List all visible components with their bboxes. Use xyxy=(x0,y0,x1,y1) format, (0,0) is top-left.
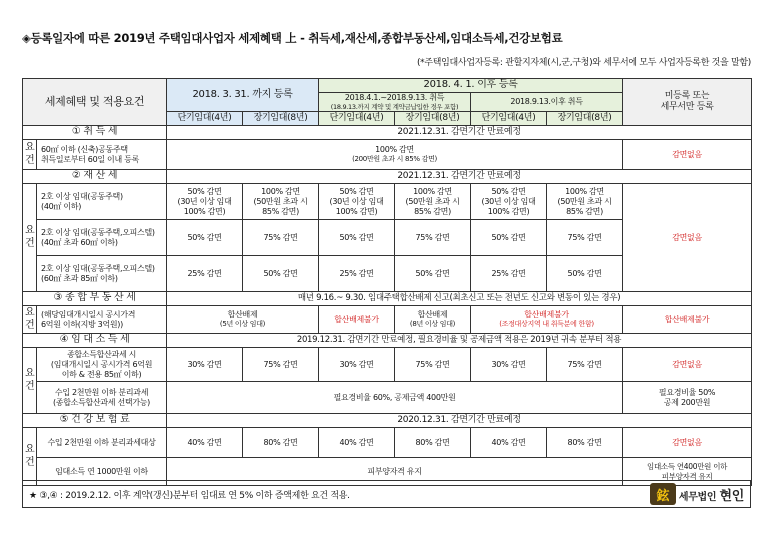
comp-b-sub: (조정대상지역 내 취득분에 한함) xyxy=(499,320,594,329)
prop-r1-long-2: 100% 감면 (50만원 초과 시 85% 감면) xyxy=(395,184,471,220)
header-after-a xyxy=(319,93,471,112)
comp-cond-1: (해당임대개시일시 공시가격 xyxy=(41,309,136,319)
registration-note: (*주택임대사업자등록: 관할지자체(시,군,구청)와 세무서에 모두 사업자등록한 것을 말함) xyxy=(416,58,751,68)
logo-text-highlight: 현인 xyxy=(719,488,744,504)
inc-r2-cond-1: 수입 2천만원 이하 분리과세 xyxy=(54,387,149,397)
comp-a-short: 합산배제불가 xyxy=(319,306,395,334)
health-long-3: 80% 감면 xyxy=(547,428,623,458)
inc-r1-cond xyxy=(37,348,167,382)
acq-req: 요 건 xyxy=(23,140,37,170)
prop-r3-cond-1: 2호 이상 임대(공동주택,오피스텔) xyxy=(41,263,155,273)
prop-r1-long-1: 100% 감면 (50만원 초과 시 85% 감면) xyxy=(243,184,319,220)
prop-r1-long-3: 100% 감면 (50만원 초과 시 85% 감면) xyxy=(547,184,623,220)
inc-long-1: 75% 감면 xyxy=(243,348,319,382)
inc-short-1: 30% 감면 xyxy=(167,348,243,382)
health-title: ⑤ 건 강 보 험 료 xyxy=(23,414,167,428)
acq-cond-1: 60㎡ 이하 (신축)공동주택 xyxy=(41,144,128,154)
inc-long-2: 75% 감면 xyxy=(395,348,471,382)
comp-before-main: 합산배제 xyxy=(227,310,258,320)
prop-r1-short-3: 50% 감면 (30년 이상 임대 100% 감면) xyxy=(471,184,547,220)
prop-r1-cond-1: 2호 이상 임대(공동주택) xyxy=(41,191,123,201)
acq-expiry: 2021.12.31. 감면기간 만료예정 xyxy=(167,126,752,140)
health-r1-cond: 수입 2천만원 이하 분리과세대상 xyxy=(37,428,167,458)
health-expiry: 2020.12.31. 감면기간 만료예정 xyxy=(167,414,752,428)
comp-cond xyxy=(37,306,167,334)
header-after-a-sub: (18.9.13.까지 계약 및 계약금납입한 경우 포함) xyxy=(330,103,459,111)
prop-r2-cond xyxy=(37,220,167,256)
health-unreg-1: 감면없음 xyxy=(623,428,752,458)
inc-short-3: 30% 감면 xyxy=(471,348,547,382)
logo-mark-icon: 鉉 xyxy=(650,483,676,505)
prop-r3-short-2: 25% 감면 xyxy=(319,256,395,292)
health-unreg-2: 임대소득 연400만원 이하 피부양자격 유지 xyxy=(623,458,752,486)
inc-title: ④ 임 대 소 득 세 xyxy=(23,334,167,348)
health-r2-benefit: 피부양자격 유지 xyxy=(167,458,623,486)
inc-r2-cond xyxy=(37,382,167,414)
inc-r1-cond-1: 종합소득합산과세 시 xyxy=(66,349,137,359)
prop-title: ② 재 산 세 xyxy=(23,170,167,184)
inc-r1-cond-2: (임대개시일시 공시가격 6억원 xyxy=(50,359,153,369)
comp-title: ③ 종 합 부 동 산 세 xyxy=(23,292,167,306)
prop-r1-short-2: 50% 감면 (30년 이상 임대 100% 감면) xyxy=(319,184,395,220)
footer-note xyxy=(22,480,751,508)
header-long-1: 장기임대(8년) xyxy=(243,112,319,126)
comp-before-sub: (5년 이상 임대) xyxy=(219,320,266,329)
comp-before xyxy=(167,306,319,334)
prop-expiry: 2021.12.31. 감면기간 만료예정 xyxy=(167,170,752,184)
header-short-2: 단기임대(4년) xyxy=(319,112,395,126)
header-label: 세제혜택 및 적용요건 xyxy=(23,79,167,126)
prop-unreg: 감면없음 xyxy=(623,184,752,292)
inc-unreg-1: 감면없음 xyxy=(623,348,752,382)
comp-cond-2: 6억원 이하(지방 3억원)) xyxy=(41,319,123,329)
inc-r2-cond-2: (종합소득합산과세 선택가능) xyxy=(52,397,151,407)
comp-a-long-sub: (8년 이상 임대) xyxy=(409,320,456,329)
health-long-2: 80% 감면 xyxy=(395,428,471,458)
prop-r3-cond-2: (60㎡ 초과 85㎡ 이하) xyxy=(41,273,118,283)
header-after: 2018. 4. 1. 이후 등록 xyxy=(319,79,623,93)
prop-r3-long-1: 50% 감면 xyxy=(243,256,319,292)
prop-r2-long-3: 75% 감면 xyxy=(547,220,623,256)
logo-text xyxy=(679,485,744,504)
inc-req: 요 건 xyxy=(23,348,37,414)
acq-cond xyxy=(37,140,167,170)
acq-title: ① 취 득 세 xyxy=(23,126,167,140)
tax-benefit-table xyxy=(22,78,752,486)
health-r2-cond: 임대소득 연 1000만원 이하 xyxy=(37,458,167,486)
acq-benefit xyxy=(167,140,623,170)
acq-benefit-sub: (200만원 초과 시 85% 감면) xyxy=(352,155,437,164)
health-long-1: 80% 감면 xyxy=(243,428,319,458)
comp-a-long xyxy=(395,306,471,334)
health-req: 요 건 xyxy=(23,428,37,486)
prop-r2-cond-2: (40㎡ 초과 60㎡ 이하) xyxy=(41,237,118,247)
prop-r3-short-1: 25% 감면 xyxy=(167,256,243,292)
comp-unreg: 합산배제불가 xyxy=(623,306,752,334)
header-before: 2018. 3. 31. 까지 등록 xyxy=(167,79,319,112)
header-long-3: 장기임대(8년) xyxy=(547,112,623,126)
inc-short-2: 30% 감면 xyxy=(319,348,395,382)
prop-req: 요 건 xyxy=(23,184,37,292)
acq-benefit-main: 100% 감면 xyxy=(375,145,414,155)
prop-r3-cond xyxy=(37,256,167,292)
inc-expiry: 2019.12.31. 감면기간 만료예정, 필요경비율 및 공제금액 적용은 2019년 귀속 분부터 적용 xyxy=(167,334,752,348)
logo-text-prefix: 세무법인 xyxy=(678,491,717,503)
prop-r3-long-3: 50% 감면 xyxy=(547,256,623,292)
comp-req: 요 건 xyxy=(23,306,37,334)
prop-r1-cond-2: (40㎡ 이하) xyxy=(41,201,82,211)
health-short-2: 40% 감면 xyxy=(319,428,395,458)
inc-long-3: 75% 감면 xyxy=(547,348,623,382)
comp-a-long-main: 합산배제 xyxy=(417,310,448,320)
header-short-3: 단기임대(4년) xyxy=(471,112,547,126)
prop-r2-long-1: 75% 감면 xyxy=(243,220,319,256)
comp-b-main: 합산배제불가 xyxy=(524,310,569,320)
header-after-a-label: 2018.4.1.~2018.9.13. 취득 xyxy=(344,93,445,102)
header-unregistered: 미등록 또는 세무서만 등록 xyxy=(623,79,752,126)
header-after-b: 2018.9.13.이후 취득 xyxy=(471,93,623,112)
prop-r2-short-1: 50% 감면 xyxy=(167,220,243,256)
footer-text: ★ ③,④ : 2019.2.12. 이후 계약(갱신)분부터 임대료 연 5% 이하 증액제한 요건 적용. xyxy=(29,490,350,501)
comp-expiry: 매년 9.16.~ 9.30. 임대주택합산배제 신고(최초신고 또는 전년도 신고와 변동이 있는 경우) xyxy=(167,292,752,306)
prop-r3-long-2: 50% 감면 xyxy=(395,256,471,292)
prop-r1-cond xyxy=(37,184,167,220)
prop-r2-long-2: 75% 감면 xyxy=(395,220,471,256)
health-short-3: 40% 감면 xyxy=(471,428,547,458)
inc-r2-benefit: 필요경비율 60%, 공제금액 400만원 xyxy=(167,382,623,414)
prop-r3-short-3: 25% 감면 xyxy=(471,256,547,292)
prop-r2-short-3: 50% 감면 xyxy=(471,220,547,256)
inc-unreg-2: 필요경비율 50% 공제 200만원 xyxy=(623,382,752,414)
acq-unreg: 감면없음 xyxy=(623,140,752,170)
page-title: ◈등록일자에 따른 2019년 주택임대사업자 세제혜택 上 - 취득세,재산세,종합부동산세,임대소득세,건강보험료 xyxy=(22,31,563,45)
comp-b xyxy=(471,306,623,334)
acq-cond-2: 취득일로부터 60일 이내 등록 xyxy=(41,154,140,164)
prop-r2-cond-1: 2호 이상 임대(공동주택,오피스텔) xyxy=(41,227,155,237)
health-short-1: 40% 감면 xyxy=(167,428,243,458)
firm-logo xyxy=(650,483,744,505)
header-short-1: 단기임대(4년) xyxy=(167,112,243,126)
prop-r2-short-2: 50% 감면 xyxy=(319,220,395,256)
inc-r1-cond-3: 이하 & 전용 85㎡ 이하) xyxy=(61,369,142,379)
header-long-2: 장기임대(8년) xyxy=(395,112,471,126)
prop-r1-short-1: 50% 감면 (30년 이상 임대 100% 감면) xyxy=(167,184,243,220)
